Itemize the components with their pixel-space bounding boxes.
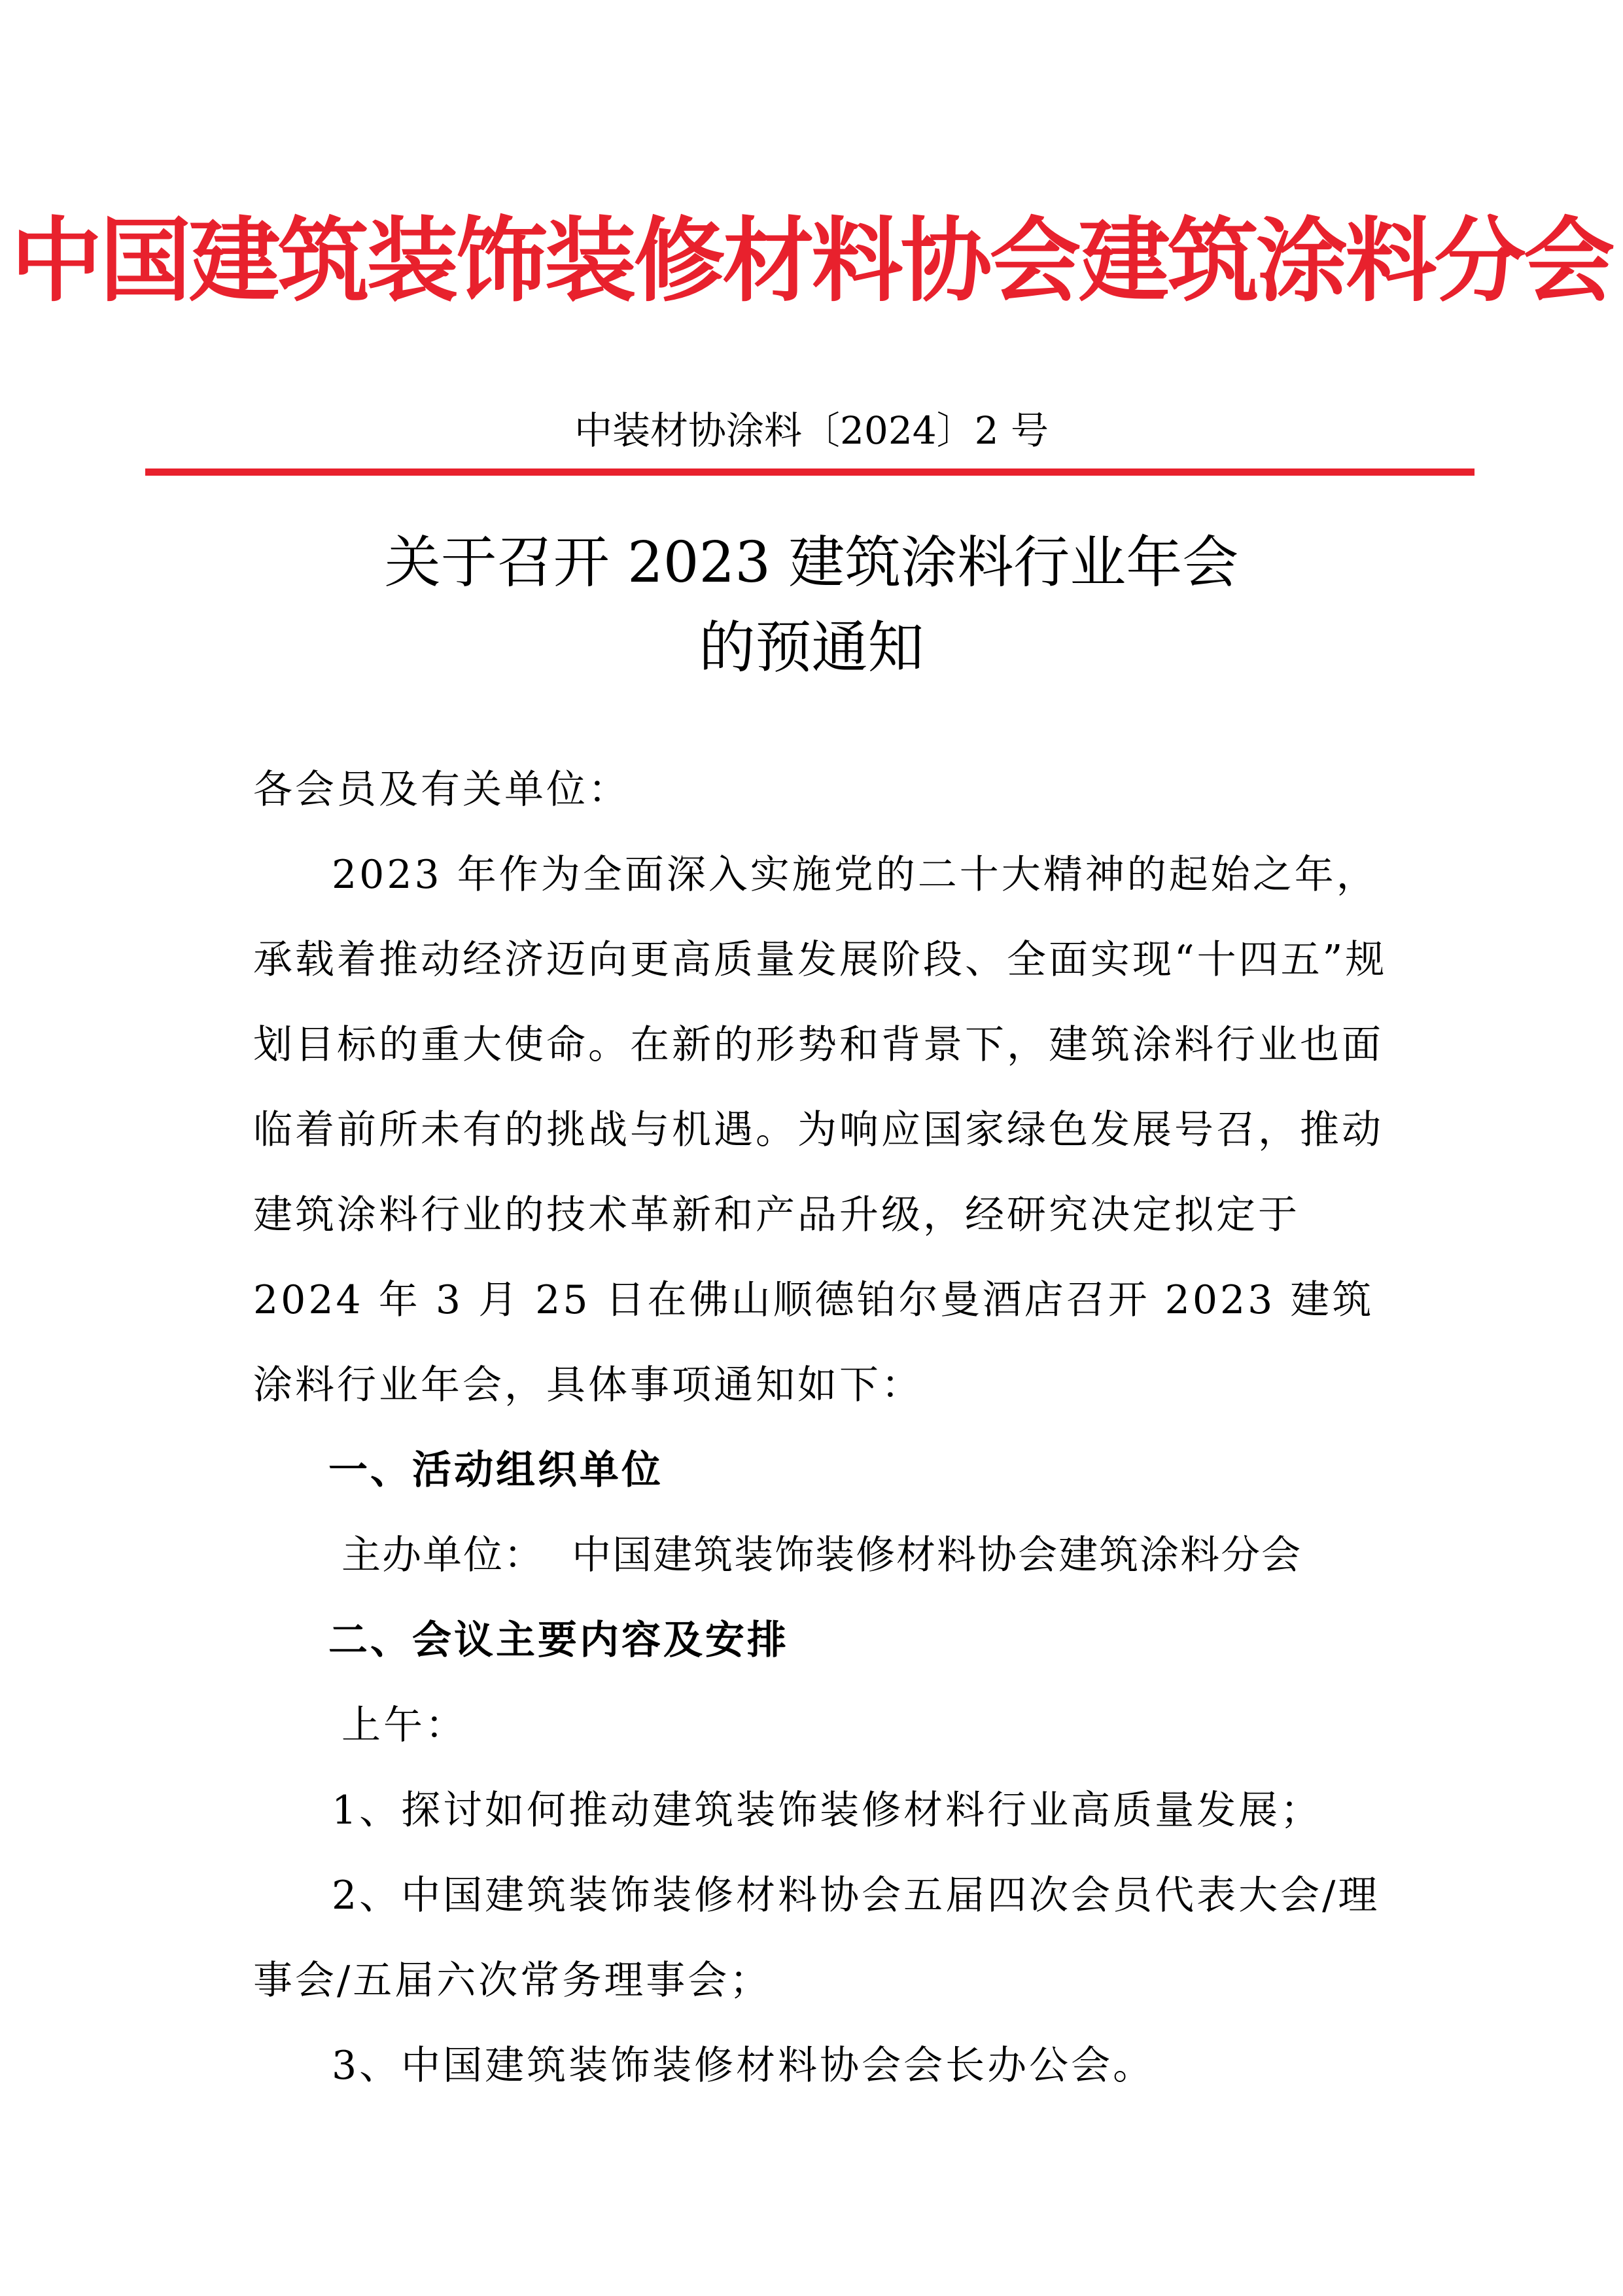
agenda-item-3: 3、中国建筑装饰装修材料协会会长办公会。 bbox=[332, 2043, 1155, 2089]
document-number: 中装材协涂料〔2024〕2 号 bbox=[574, 408, 1049, 453]
document-title-line2: 的预通知 bbox=[699, 615, 924, 680]
section1-heading: 一、活动组织单位 bbox=[328, 1447, 663, 1493]
organizer-line: 主办单位： 中国建筑装饰装修材料协会建筑涂料分会 bbox=[341, 1532, 1302, 1578]
document-title-line1: 关于召开 2023 建筑涂料行业年会 bbox=[384, 530, 1239, 595]
document-body bbox=[253, 747, 1398, 2108]
agenda-item-1: 1、探讨如何推动建筑装饰装修材料行业高质量发展； bbox=[332, 1788, 1323, 1833]
agenda-item-2: 2、中国建筑装饰装修材料协会五届四次会员代表大会/理事会/五届六次常务理事会； bbox=[253, 1873, 1380, 2004]
red-divider-line bbox=[145, 468, 1475, 476]
document-title bbox=[0, 520, 1623, 690]
salutation: 各会员及有关单位： bbox=[253, 767, 630, 813]
organization-header: 中国建筑装饰装修材料协会建筑涂料分会 bbox=[10, 208, 1613, 315]
morning-label: 上午： bbox=[341, 1703, 467, 1748]
intro-paragraph: 2023 年作为全面深入实施党的二十大精神的起始之年，承载着推动经济迈向更高质量发展阶段、全面实现“十四五”规划目标的重大使命。在新的形势和背景下，建筑涂料行业也面临着前所未有的挑战与机遇。为响应国家绿色发展号召，推动建筑涂料行业的技术革新和产品升级，经研究决定拟定于 2024 年 3 月 25 日在佛山顺德铂尔曼酒店召开 2023 建筑涂料行业年会，具体事项通知如下： bbox=[253, 852, 1387, 1408]
section2-heading: 二、会议主要内容及安排 bbox=[328, 1617, 789, 1663]
